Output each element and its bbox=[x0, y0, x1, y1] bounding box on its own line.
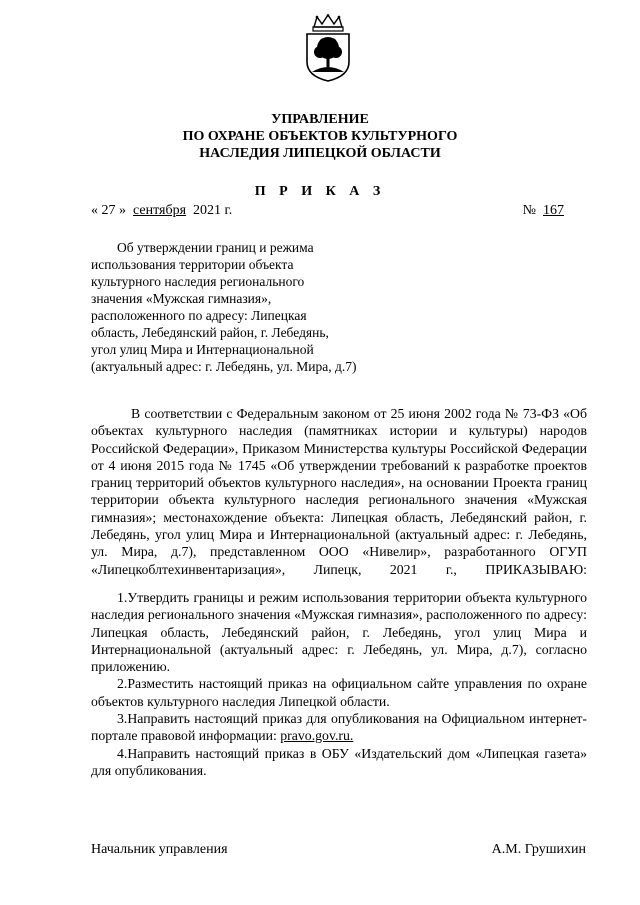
document-number bbox=[523, 203, 564, 219]
date-year: 2021 г. bbox=[193, 203, 233, 218]
order-item-2: 2.Разместить настоящий приказ на официальном сайте управления по охране объектов культурного наследия Липецкой области. bbox=[91, 676, 587, 709]
pravo-gov-link[interactable]: pravo.gov.ru. bbox=[280, 728, 354, 744]
document-body bbox=[91, 405, 587, 779]
preamble-paragraph: В соответствии с Федеральным законом от 25 июня 2002 года № 73-ФЗ «Об объектах культурного наследия (памятниках истории и культуры) народов Российской Федерации», Приказом Министерства культуры Российской Федерации от 4 июня 2015 года № 1745 «Об утверждении требований к разработке проектов границ территорий объектов культурного наследия», на основании Проекта границ территории объекта культурного наследия регионального значения «Мужская гимназия»; местонахождение объекта: Липецкая область, Лебедянский район, г. Лебедянь, угол улиц Мира и Интернациональной (актуальный адрес: г. Лебедянь, ул. Мира, д.7), представленном ООО «Нивелир», разработанного ОГУП «Липецкоблтехинвентаризация», Липецк, 2021 г., ПРИКАЗЫВАЮ: bbox=[91, 406, 587, 577]
subject-line: расположенного по адресу: Липецкая bbox=[91, 308, 307, 323]
number-value: 167 bbox=[543, 203, 564, 218]
date-quote-close: » bbox=[119, 203, 126, 218]
number-label: № bbox=[522, 203, 536, 218]
subject-line: использования территории объекта bbox=[91, 257, 294, 272]
date-quote-open: « bbox=[91, 203, 98, 218]
org-line-1: УПРАВЛЕНИЕ bbox=[271, 112, 369, 127]
subject-line: (актуальный адрес: г. Лебедянь, ул. Мира, д.7) bbox=[91, 359, 357, 374]
subject-line: значения «Мужская гимназия», bbox=[91, 291, 272, 306]
coat-of-arms-emblem bbox=[302, 14, 354, 82]
subject-line: угол улиц Мира и Интернациональной bbox=[91, 342, 314, 357]
org-line-3: НАСЛЕДИЯ ЛИПЕЦКОЙ ОБЛАСТИ bbox=[199, 146, 441, 161]
organization-header bbox=[0, 111, 640, 162]
order-item-3 bbox=[91, 710, 587, 745]
order-item-3-text: 3.Направить настоящий приказ для опубликования на Официальном интернет-портале правовой информации: bbox=[91, 711, 587, 744]
signatory-name: А.М. Грушихин bbox=[491, 842, 586, 857]
subject-line: Об утверждении границ и режима bbox=[117, 240, 314, 255]
order-item-1: 1.Утвердить границы и режим использования территории объекта культурного наследия регионального значения «Мужская гимназия», расположенного по адресу: Липецкая область, Лебедянский район, г. Лебедянь, угол улиц Мира и Интернациональной (актуальный адрес: г. Лебедянь, ул. Мира, д.7), согласно приложению. bbox=[91, 589, 587, 675]
subject-line: культурного наследия регионального bbox=[91, 274, 305, 289]
order-item-4: 4.Направить настоящий приказ в ОБУ «Издательский дом «Липецкая газета» для опубликования. bbox=[91, 745, 587, 778]
document-date bbox=[91, 203, 232, 219]
date-month: сентября bbox=[133, 203, 187, 218]
document-type-title: П Р И К А З bbox=[254, 184, 386, 199]
document-subject bbox=[91, 239, 391, 375]
org-line-2: ПО ОХРАНЕ ОБЪЕКТОВ КУЛЬТУРНОГО bbox=[182, 129, 458, 144]
subject-line: область, Лебедянский район, г. Лебедянь, bbox=[91, 325, 329, 340]
signatory-position: Начальник управления bbox=[91, 842, 228, 857]
date-day: 27 bbox=[101, 203, 116, 218]
